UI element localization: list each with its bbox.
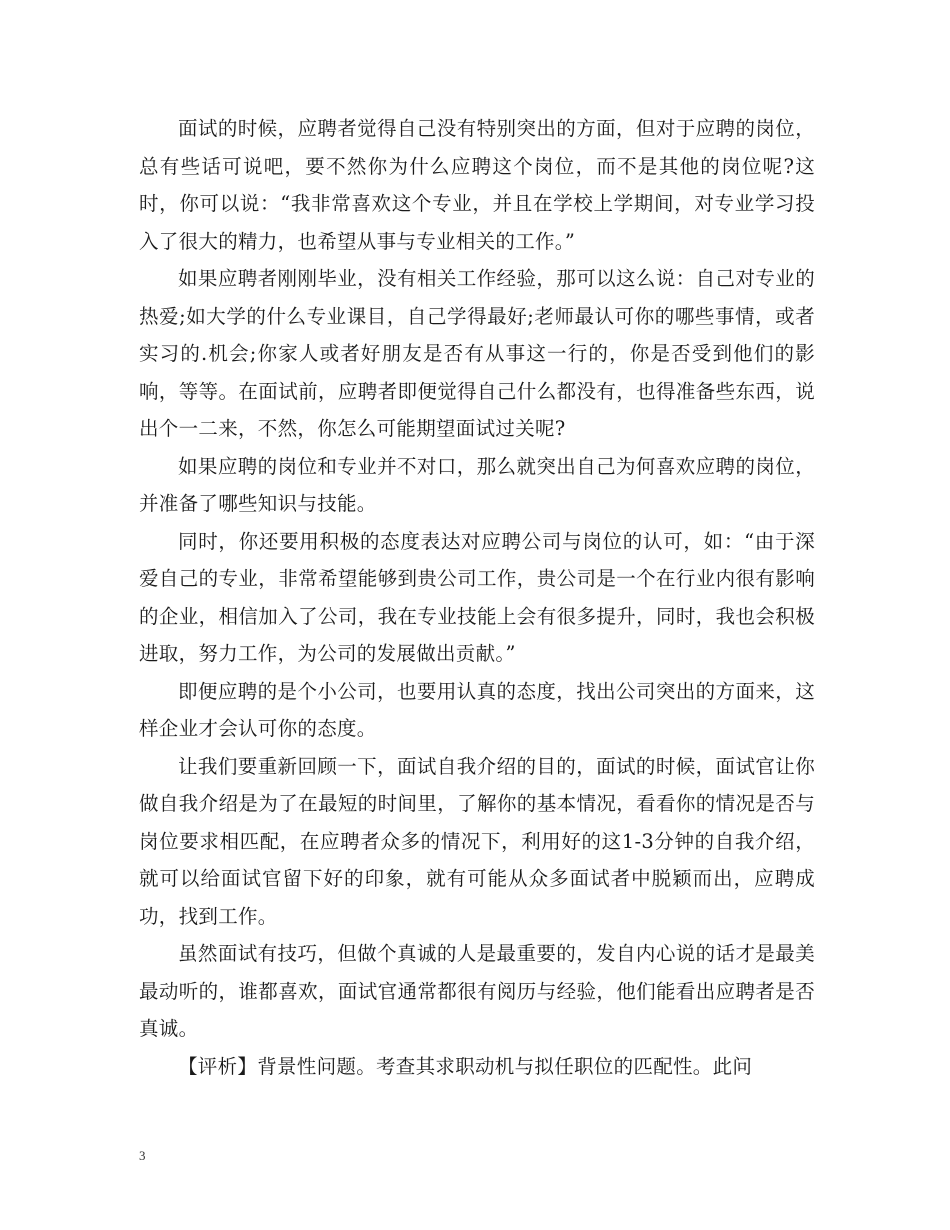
paragraph: 让我们要重新回顾一下，面试自我介绍的目的，面试的时候，面试官让你做自我介绍是为了在最短的时间里，了解你的基本情况，看看你的情况是否与岗位要求相匹配，在应聘者众多的情况下，利用好的这1-3分钟的自我介绍，就可以给面试官留下好的印象，就有可能从众多面试者中脱颖而出，应聘成功，找到工作。 xyxy=(139,754,815,928)
paragraph: 面试的时候，应聘者觉得自己没有特别突出的方面，但对于应聘的岗位，总有些话可说吧，要不然你为什么应聘这个岗位，而不是其他的岗位呢?这时，你可以说：“我非常喜欢这个专业，并且在学校上学期间，对专业学习投入了很大的精力，也希望从事与专业相关的工作。” xyxy=(139,117,815,253)
page-number: 3 xyxy=(139,1148,146,1163)
paragraph: 虽然面试有技巧，但做个真诚的人是最重要的，发自内心说的话才是最美最动听的，谁都喜欢，面试官通常都很有阅历与经验，他们能看出应聘者是否真诚。 xyxy=(139,942,815,1040)
paragraph: 即便应聘的是个小公司，也要用认真的态度，找出公司突出的方面来，这样企业才会认可你的态度。 xyxy=(139,679,815,740)
document-body xyxy=(139,110,815,1085)
paragraph: 如果应聘者刚刚毕业，没有相关工作经验，那可以这么说：自己对专业的热爱;如大学的什么专业课目，自己学得最好;老师最认可你的哪些事情，或者实习的.机会;你家人或者好朋友是否有从事这一行的，你是否受到他们的影响，等等。在面试前，应聘者即便觉得自己什么都没有，也得准备些东西，说出个一二来，不然，你怎么可能期望面试过关呢? xyxy=(139,267,815,440)
paragraph: 同时，你还要用积极的态度表达对应聘公司与岗位的认可，如：“由于深爱自己的专业，非常希望能够到贵公司工作，贵公司是一个在行业内很有影响的企业，相信加入了公司，我在专业技能上会有很多提升，同时，我也会积极进取，努力工作，为公司的发展做出贡献。” xyxy=(139,529,815,665)
paragraph: 【评析】背景性问题。考查其求职动机与拟任职位的匹配性。此问 xyxy=(178,1054,753,1078)
paragraph: 如果应聘的岗位和专业并不对口，那么就突出自己为何喜欢应聘的岗位，并准备了哪些知识与技能。 xyxy=(139,454,815,515)
